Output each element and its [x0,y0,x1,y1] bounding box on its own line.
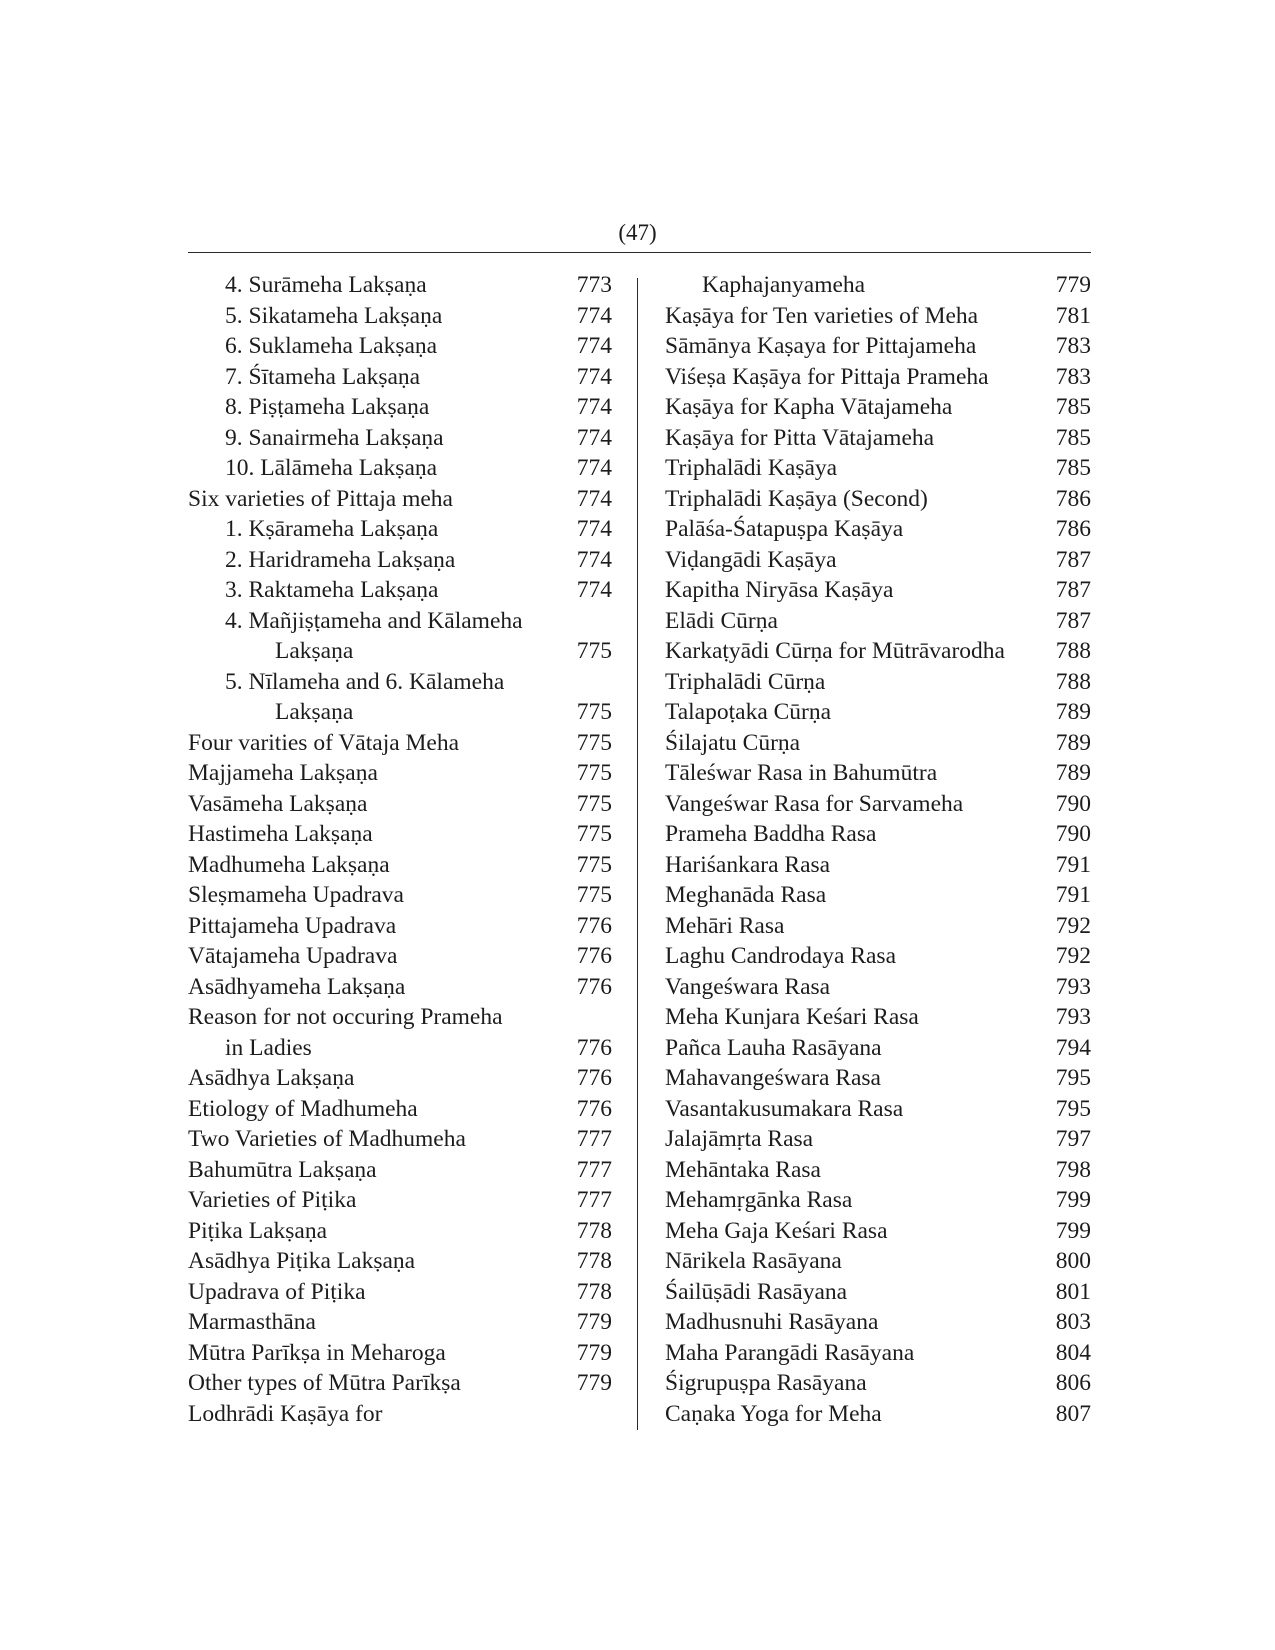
toc-entry-title: Majjameha Lakṣaṇa [188,760,378,786]
toc-entry-page: 779 [576,1339,612,1366]
toc-entry-page: 797 [1055,1126,1091,1152]
toc-entry-title: Mahavangeśwara Rasa [665,1065,881,1091]
toc-entry-title: Maha Parangādi Rasāyana [665,1339,915,1366]
toc-entry-title: Piṭika Lakṣaṇa [188,1217,328,1244]
toc-entry-page: 779 [576,1309,612,1335]
toc-entry-title: Vasāmeha Lakṣaṇa [188,790,368,817]
toc-entry-page: 803 [1055,1309,1091,1335]
toc-entry-page: 786 [1055,485,1091,512]
toc-entry [665,911,1091,942]
toc-entry-title: Vātajameha Upadrava [188,943,398,969]
toc-entry-page: 774 [576,394,612,420]
toc-entry-page: 783 [1055,363,1091,390]
toc-entry-title: 8. Piṣṭameha Lakṣaṇa [225,394,430,420]
toc-entry-page: 775 [576,790,612,817]
toc-entry-title: Marmasthāna [188,1309,316,1335]
toc-entry [188,667,612,698]
toc-entry-title: 4. Mañjiṣṭameha and Kālameha [225,607,523,634]
toc-entry [188,1368,612,1399]
toc-entry-title: Hastimeha Lakṣaṇa [188,821,373,847]
toc-entry-title: Reason for not occuring Prameha [188,1004,503,1030]
toc-entry [665,392,1091,423]
toc-entry-page: 801 [1055,1278,1091,1305]
toc-entry [665,301,1091,332]
toc-entry-title: 6. Suklameha Lakṣaṇa [225,333,438,359]
toc-entry-page: 785 [1055,455,1091,481]
toc-entry-title: Śilajatu Cūrṇa [665,729,801,756]
toc-entry [665,606,1091,637]
toc-entry-title: Vangeśwara Rasa [665,973,831,1000]
toc-entry-title: 9. Sanairmeha Lakṣaṇa [225,424,444,451]
toc-entry [188,850,612,881]
toc-entry-title: Asādhya Piṭika Lakṣaṇa [188,1248,416,1274]
toc-entry-page: 778 [576,1248,612,1274]
toc-entry [188,972,612,1003]
toc-entry-title: Laghu Candrodaya Rasa [665,943,897,969]
toc-entry [665,941,1091,972]
toc-entry-page: 776 [576,1065,612,1091]
toc-entry [188,1338,612,1369]
toc-entry-title: in Ladies [225,1034,312,1061]
toc-entry [188,1002,612,1033]
toc-entry [665,880,1091,911]
toc-entry-page: 776 [576,943,612,969]
toc-entry-title: Kapitha Niryāsa Kaṣāya [665,577,894,603]
toc-entry [188,728,612,759]
toc-entry [188,1277,612,1308]
toc-entry [188,514,612,545]
toc-entry-page: 777 [576,1126,612,1152]
toc-entry-page: 774 [576,363,612,390]
toc-entry-title: Asādhyameha Lakṣaṇa [188,973,406,1000]
toc-entry-page: 779 [576,1370,612,1396]
toc-entry-title: Etiology of Madhumeha [188,1095,418,1122]
toc-entry [188,1155,612,1186]
toc-entry-title: Palāśa-Śatapuṣpa Kaṣāya [665,516,904,542]
toc-entry-page: 789 [1055,760,1091,786]
toc-entry-page: 777 [576,1156,612,1183]
toc-entry [188,880,612,911]
toc-entry-page: 775 [576,760,612,786]
toc-entry [188,911,612,942]
toc-entry-page: 774 [576,333,612,359]
toc-entry-title: Mūtra Parīkṣa in Meharoga [188,1339,446,1366]
toc-entry [665,1216,1091,1247]
toc-entry-title: Two Varieties of Madhumeha [188,1126,466,1152]
toc-entry-page: 779 [1055,272,1091,298]
toc-entry-page: 776 [576,1095,612,1122]
toc-entry [188,789,612,820]
toc-entry-page: 775 [576,821,612,847]
toc-entry-title: Madhusnuhi Rasāyana [665,1309,879,1335]
toc-entry-title: 5. Sikatameha Lakṣaṇa [225,302,443,329]
toc-entry [665,667,1091,698]
toc-entry-page: 774 [576,546,612,573]
toc-entry-title: Mehāntaka Rasa [665,1156,821,1183]
toc-entry [665,514,1091,545]
toc-entry [188,575,612,606]
toc-right-column [665,270,1091,1429]
toc-entry [188,392,612,423]
toc-entry [665,453,1091,484]
toc-entry-title: Triphalādi Kaṣāya [665,455,838,481]
toc-entry-page: 789 [1055,699,1091,725]
toc-entry [665,270,1091,301]
toc-entry-title: Six varieties of Pittaja meha [188,485,453,512]
toc-entry-title: Vasantakusumakara Rasa [665,1095,904,1122]
toc-entry-page: 776 [576,973,612,1000]
toc-entry [188,1033,612,1064]
toc-entry-title: Śigrupuṣpa Rasāyana [665,1370,867,1396]
toc-entry [665,1399,1091,1430]
toc-entry [665,423,1091,454]
page-number: (47) [618,220,657,245]
toc-entry-title: Pittajameha Upadrava [188,912,397,939]
toc-entry [188,270,612,301]
toc-entry [188,331,612,362]
toc-entry-page: 792 [1055,943,1091,969]
toc-entry-page: 778 [576,1217,612,1244]
toc-entry-title: Kaṣāya for Pitta Vātajameha [665,424,935,451]
toc-entry-title: Sleṣmameha Upadrava [188,882,404,908]
toc-entry-page: 793 [1055,1004,1091,1030]
toc-entry [188,1094,612,1125]
toc-entry [665,362,1091,393]
toc-entry-page: 799 [1055,1217,1091,1244]
toc-entry [188,484,612,515]
toc-entry [188,423,612,454]
toc-entry-page: 778 [576,1278,612,1305]
toc-entry [665,575,1091,606]
toc-entry-title: Viśeṣa Kaṣāya for Pittaja Prameha [665,363,989,390]
toc-entry-title: Lakṣaṇa [275,699,354,725]
toc-entry-page: 775 [576,638,612,664]
toc-entry [665,1185,1091,1216]
toc-entry-page: 776 [576,1034,612,1061]
toc-entry-title: Mehamṛgānka Rasa [665,1187,853,1213]
toc-entry-title: Triphalādi Cūrṇa [665,668,826,695]
toc-entry-page: 775 [576,699,612,725]
toc-entry-title: 10. Lālāmeha Lakṣaṇa [225,455,438,481]
toc-entry-page: 774 [576,577,612,603]
toc-entry [188,1399,612,1430]
toc-entry-page: 781 [1055,302,1091,329]
toc-entry [665,758,1091,789]
toc-entry-title: 4. Surāmeha Lakṣaṇa [225,272,427,298]
toc-entry [188,1185,612,1216]
toc-entry [188,1307,612,1338]
toc-entry [665,850,1091,881]
toc-entry [665,697,1091,728]
toc-entry-page: 775 [576,882,612,908]
toc-entry [188,758,612,789]
toc-entry-title: Karkaṭyādi Cūrṇa for Mūtrāvarodha [665,638,1005,664]
toc-entry [665,331,1091,362]
toc-entry-title: Kaphajanyameha [702,272,866,298]
toc-entry-title: Lakṣaṇa [275,638,354,664]
toc-entry [665,545,1091,576]
toc-entry [188,606,612,637]
toc-entry-title: Madhumeha Lakṣaṇa [188,851,390,878]
toc-entry [188,1063,612,1094]
toc-entry-page: 804 [1055,1339,1091,1366]
toc-entry-title: Bahumūtra Lakṣaṇa [188,1156,377,1183]
toc-entry-title: Jalajāmṛta Rasa [665,1126,814,1152]
toc-entry-page: 774 [576,516,612,542]
toc-entry-page: 795 [1055,1095,1091,1122]
toc-entry [188,301,612,332]
toc-entry-page: 774 [576,485,612,512]
toc-entry-title: Kaṣāya for Kapha Vātajameha [665,394,953,420]
toc-entry-title: 3. Raktameha Lakṣaṇa [225,577,439,603]
toc-entry-page: 773 [576,272,612,298]
toc-entry [188,819,612,850]
toc-entry-title: Talapoṭaka Cūrṇa [665,699,832,725]
toc-entry [188,545,612,576]
toc-entry-page: 786 [1055,516,1091,542]
toc-entry-page: 783 [1055,333,1091,359]
toc-entry-title: Four varities of Vātaja Meha [188,729,460,756]
toc-entry-title: Upadrava of Piṭika [188,1278,366,1305]
toc-entry [188,362,612,393]
toc-entry-page: 795 [1055,1065,1091,1091]
toc-entry [188,636,612,667]
toc-entry-page: 788 [1055,638,1091,664]
toc-entry-title: Caṇaka Yoga for Meha [665,1400,882,1427]
toc-entry [665,1033,1091,1064]
toc-entry [188,941,612,972]
toc-entry [665,1368,1091,1399]
toc-entry-title: Meha Kunjara Keśari Rasa [665,1004,919,1030]
toc-entry-page: 793 [1055,973,1091,1000]
toc-entry [665,789,1091,820]
toc-entry-page: 790 [1055,790,1091,817]
toc-entry-page: 774 [576,302,612,329]
toc-entry-title: 2. Haridrameha Lakṣaṇa [225,546,456,573]
toc-entry-page: 791 [1055,882,1091,908]
toc-entry-page: 799 [1055,1187,1091,1213]
toc-left-column [188,270,612,1429]
toc-entry-title: Asādhya Lakṣaṇa [188,1065,355,1091]
toc-entry [665,1307,1091,1338]
toc-entry [665,1124,1091,1155]
toc-entry [665,819,1091,850]
toc-entry-title: Sāmānya Kaṣaya for Pittajameha [665,333,977,359]
toc-entry-title: 7. Śītameha Lakṣaṇa [225,363,421,390]
toc-entry [665,1277,1091,1308]
toc-entry-title: Vangeśwar Rasa for Sarvameha [665,790,964,817]
toc-entry [665,1094,1091,1125]
toc-entry-page: 775 [576,851,612,878]
toc-entry-title: Pañca Lauha Rasāyana [665,1034,882,1061]
toc-entry-page: 807 [1055,1400,1091,1427]
toc-entry-title: Nārikela Rasāyana [665,1248,842,1274]
toc-entry [188,697,612,728]
toc-entry-title: Viḍangādi Kaṣāya [665,546,837,573]
toc-entry-page: 785 [1055,424,1091,451]
toc-entry [665,1338,1091,1369]
toc-entry-page: 787 [1055,607,1091,634]
toc-entry-page: 792 [1055,912,1091,939]
toc-entry [665,484,1091,515]
toc-entry-page: 787 [1055,577,1091,603]
toc-entry [665,972,1091,1003]
toc-entry-page: 790 [1055,821,1091,847]
toc-entry [188,1124,612,1155]
toc-entry [665,1002,1091,1033]
toc-entry-title: Prameha Baddha Rasa [665,821,877,847]
toc-entry-title: Hariśankara Rasa [665,851,831,878]
toc-entry [665,1246,1091,1277]
toc-entry-page: 775 [576,729,612,756]
toc-entry [188,453,612,484]
toc-entry [665,1063,1091,1094]
toc-entry [188,1216,612,1247]
toc-entry-page: 794 [1055,1034,1091,1061]
toc-entry-title: 1. Kṣārameha Lakṣaṇa [225,516,439,542]
toc-entry-title: 5. Nīlameha and 6. Kālameha [225,668,505,695]
toc-entry-title: Meha Gaja Keśari Rasa [665,1217,888,1244]
toc-entry-title: Meghanāda Rasa [665,882,827,908]
toc-entry-title: Tāleśwar Rasa in Bahumūtra [665,760,938,786]
toc-entry-title: Lodhrādi Kaṣāya for [188,1400,383,1427]
toc-entry-page: 774 [576,455,612,481]
toc-entry [665,1155,1091,1186]
toc-entry [665,636,1091,667]
toc-entry [188,1246,612,1277]
toc-entry-title: Mehāri Rasa [665,912,785,939]
toc-entry-title: Śailūṣādi Rasāyana [665,1278,848,1305]
toc-entry [665,728,1091,759]
toc-entry-page: 776 [576,912,612,939]
toc-entry-page: 777 [576,1187,612,1213]
toc-entry-page: 791 [1055,851,1091,878]
toc-entry-page: 806 [1055,1370,1091,1396]
toc-entry-page: 800 [1055,1248,1091,1274]
toc-entry-title: Elādi Cūrṇa [665,607,778,634]
toc-entry-page: 785 [1055,394,1091,420]
toc-entry-page: 774 [576,424,612,451]
toc-entry-page: 788 [1055,668,1091,695]
header-rule [188,252,1091,253]
toc-entry-title: Other types of Mūtra Parīkṣa [188,1370,461,1396]
toc-entry-page: 798 [1055,1156,1091,1183]
toc-entry-page: 789 [1055,729,1091,756]
toc-entry-title: Kaṣāya for Ten varieties of Meha [665,302,979,329]
column-divider [637,278,638,1430]
toc-entry-title: Triphalādi Kaṣāya (Second) [665,485,928,512]
toc-entry-title: Varieties of Piṭika [188,1187,357,1213]
toc-entry-page: 787 [1055,546,1091,573]
